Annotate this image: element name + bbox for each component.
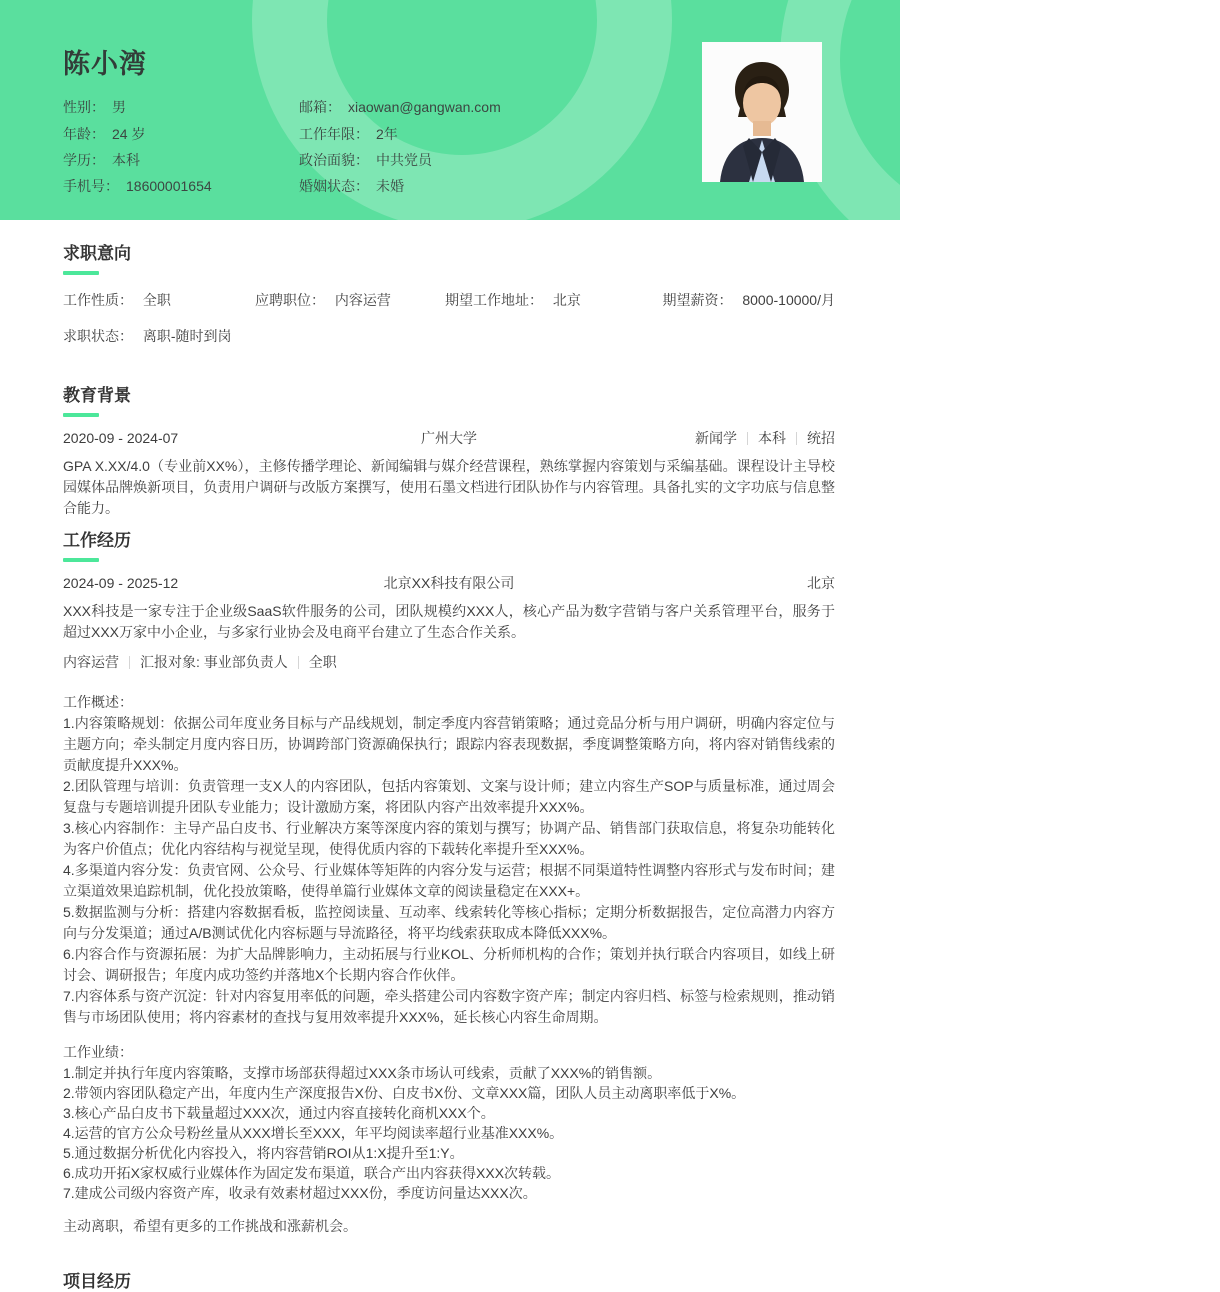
work-title: 工作经历 <box>63 531 131 550</box>
achievement-item: 5.通过数据分析优化内容投入，将内容营销ROI从1:X提升至1:Y。 <box>63 1145 464 1161</box>
achievement-item: 2.带领内容团队稳定产出，年度内生产深度报告X份、白皮书X份、文章XXX篇，团队人员主动离职率低于X%。 <box>63 1085 746 1101</box>
candidate-name: 陈小湾 <box>63 49 147 79</box>
duty-item: 4.多渠道内容分发：负责官网、公众号、行业媒体等矩阵的内容分发与运营；根据不同渠道特性调整内容形式与发布时间；建立渠道效果追踪机制，优化投放策略，使得单篇行业媒体文章的阅读量稳定在XXX+。 <box>63 862 835 899</box>
section-job-intention <box>63 244 835 344</box>
work-achievements-list <box>63 1063 835 1203</box>
achievement-item: 4.运营的官方公众号粉丝量从XXX增长至XXX，年平均阅读率超行业基准XXX%。 <box>63 1125 564 1141</box>
work-overview-label: 工作概述： <box>63 694 133 710</box>
project-title: 项目经历 <box>63 1272 131 1291</box>
header-decor-ring-right <box>780 0 1220 280</box>
work-duties-list <box>63 713 835 1028</box>
company-intro: XXX科技是一家专注于企业级SaaS软件服务的公司，团队规模约XXX人，核心产品为数字营销与客户关系管理平台，服务于超过XXX万家中小企业，与多家行业协会及电商平台建立了生态合作关系。 <box>63 603 835 640</box>
resume-header <box>0 0 900 220</box>
separator <box>747 432 748 445</box>
info-phone: 手机号： 18600001654 <box>63 178 212 195</box>
info-political-status: 政治面貌： 中共党员 <box>299 151 432 168</box>
info-degree: 学历： 本科 <box>63 151 140 168</box>
info-marital-status: 婚姻状态： 未婚 <box>299 178 404 195</box>
duty-item: 6.内容合作与资源拓展：为扩大品牌影响力，主动拓展与行业KOL、分析师机构的合作；策划并执行联合内容项目，如线上研讨会、调研报告；年度内成功签约并落地X个长期内容合作伙伴。 <box>63 946 835 983</box>
duty-item: 7.内容体系与资产沉淀：针对内容复用率低的问题，牵头搭建公司内容数字资产库；制定内容归档、标签与检索规则，推动销售与市场团队使用；将内容素材的查找与复用效率提升XXX%，延长核心内容生命周期。 <box>63 988 835 1025</box>
info-gender: 性别： 男 <box>63 99 126 116</box>
field-job-type: 工作性质： 全职 <box>63 292 171 308</box>
work-meta <box>63 652 835 672</box>
separator <box>298 656 299 669</box>
separator <box>796 432 797 445</box>
job-intention-title: 求职意向 <box>63 244 131 263</box>
accent-bar <box>63 558 99 562</box>
info-email: 邮箱： xiaowan@gangwan.com <box>299 99 501 116</box>
education-enrollment-type: 统招 <box>807 430 835 446</box>
work-achievements-label: 工作业绩： <box>63 1044 133 1060</box>
education-major: 新闻学 <box>695 430 737 446</box>
section-project-experience <box>63 1272 835 1292</box>
education-degree: 本科 <box>758 430 786 446</box>
education-meta <box>695 430 835 446</box>
work-entry-row <box>63 575 835 591</box>
work-location: 北京 <box>807 575 835 591</box>
work-period: 2024-09 - 2025-12 <box>63 575 179 591</box>
duty-item: 2.团队管理与培训：负责管理一支X人的内容团队，包括内容策划、文案与设计师；建立内容生产SOP与质量标准，通过周会复盘与专题培训提升团队专业能力；设计激励方案，将团队内容产出效率提升XXX%。 <box>63 778 835 815</box>
duty-item: 1.内容策略规划：依据公司年度业务目标与产品线规划，制定季度内容营销策略；通过竞品分析与用户调研，明确内容定位与主题方向；牵头制定月度内容日历，协调跨部门资源确保执行；跟踪内容表现数据，季度调整策略方向，将内容对销售线索的贡献度提升XXX%。 <box>63 715 835 773</box>
resume-body <box>0 244 900 1292</box>
section-education <box>63 386 835 519</box>
work-report-to: 汇报对象: 事业部负责人 <box>140 654 288 670</box>
profile-photo <box>702 42 822 182</box>
field-salary: 期望薪资： 8000-10000/月 <box>662 292 835 308</box>
accent-bar <box>63 413 99 417</box>
job-intention-fields <box>63 292 835 308</box>
achievement-item: 3.核心产品白皮书下载量超过XXX次，通过内容直接转化商机XXX个。 <box>63 1105 495 1121</box>
work-employment-type: 全职 <box>308 654 337 670</box>
work-company: 北京XX科技有限公司 <box>383 575 515 591</box>
separator <box>129 656 130 669</box>
field-position: 应聘职位： 内容运营 <box>255 292 391 308</box>
achievement-item: 6.成功开拓X家权威行业媒体作为固定发布渠道，联合产出内容获得XXX次转载。 <box>63 1165 561 1181</box>
achievement-item: 7.建成公司级内容资产库，收录有效素材超过XXX份，季度访问量达XXX次。 <box>63 1185 537 1201</box>
leave-reason: 主动离职，希望有更多的工作挑战和涨薪机会。 <box>63 1218 357 1234</box>
work-role: 内容运营 <box>63 654 119 670</box>
section-work-experience <box>63 531 835 1236</box>
accent-bar <box>63 271 99 275</box>
field-job-status: 求职状态： 离职-随时到岗 <box>63 328 232 344</box>
personal-info-grid <box>63 94 659 200</box>
info-age: 年龄： 24 岁 <box>63 125 146 142</box>
duty-item: 3.核心内容制作：主导产品白皮书、行业解决方案等深度内容的策划与撰写；协调产品、销售部门获取信息，将复杂功能转化为客户价值点；优化内容结构与视觉呈现，使得优质内容的下载转化率提升至XXX%。 <box>63 820 835 857</box>
achievement-item: 1.制定并执行年度内容策略，支撑市场部获得超过XXX条市场认可线索，贡献了XXX%的销售额。 <box>63 1065 662 1081</box>
duty-item: 5.数据监测与分析：搭建内容数据看板，监控阅读量、互动率、线索转化等核心指标；定期分析数据报告，定位高潜力内容方向与分发渠道；通过A/B测试优化内容标题与导流路径，将平均线索获取成本降低XXX%。 <box>63 904 835 941</box>
info-work-years: 工作年限： 2年 <box>299 125 398 142</box>
education-entry-row <box>63 430 835 446</box>
field-location: 期望工作地址： 北京 <box>445 292 581 308</box>
education-period: 2020-09 - 2024-07 <box>63 430 179 446</box>
education-title: 教育背景 <box>63 386 131 405</box>
education-description: GPA X.XX/4.0（专业前XX%），主修传播学理论、新闻编辑与媒介经营课程，熟练掌握内容策划与采编基础。课程设计主导校园媒体品牌焕新项目，负责用户调研与改版方案撰写，使用石墨文档进行团队协作与内容管理。具备扎实的文字功底与信息整合能力。 <box>63 458 835 516</box>
education-school: 广州大学 <box>421 430 477 446</box>
